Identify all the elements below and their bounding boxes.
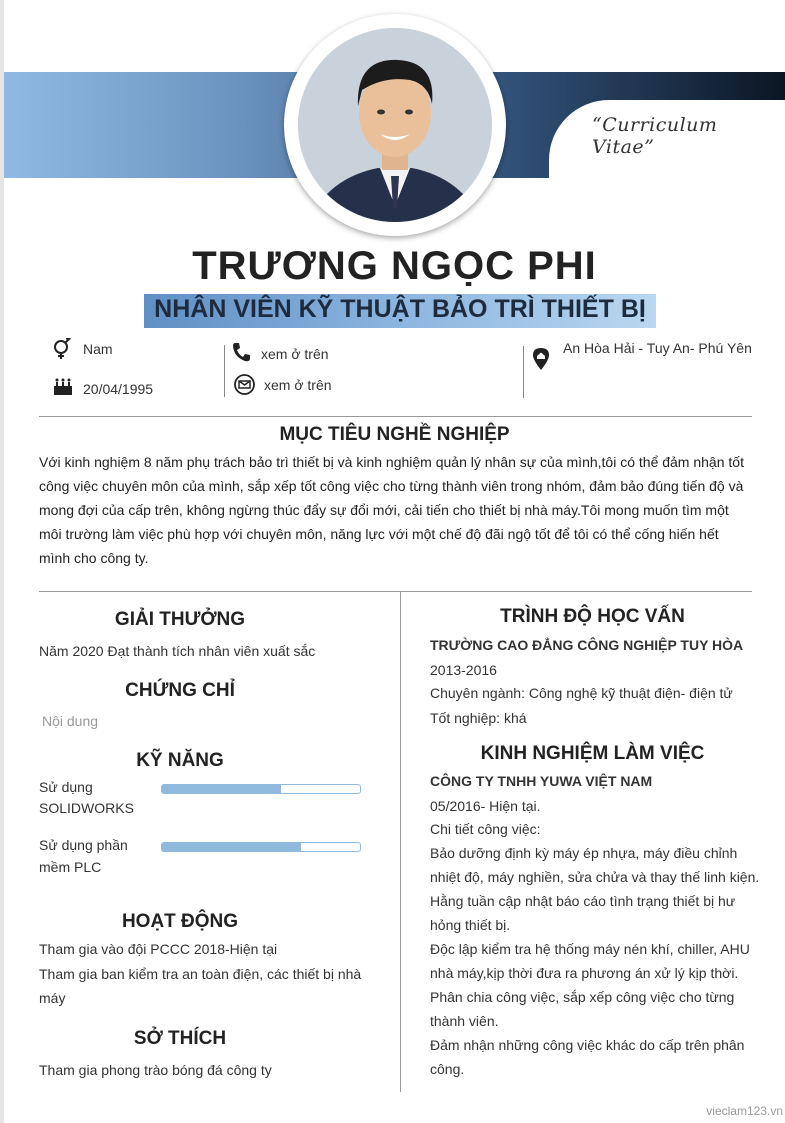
skill-2-label-line1: Sử dụng phần — [39, 837, 128, 853]
cv-page — [4, 0, 785, 1123]
experience-detail-label: Chi tiết công việc: — [430, 821, 541, 837]
watermark: vieclam123.vn — [706, 1104, 783, 1118]
activities-line-1: Tham gia vào đội PCCC 2018-Hiện tại — [39, 941, 278, 957]
skill-1-bar — [161, 784, 361, 794]
education-grade: Tốt nghiệp: khá — [430, 710, 527, 726]
certificates-placeholder: Nội dung — [42, 713, 99, 729]
gender-value: Nam — [83, 341, 113, 357]
info-divider-2 — [523, 346, 524, 398]
experience-company: CÔNG TY TNHH YUWA VIỆT NAM — [430, 773, 653, 789]
experience-line-4: hỏng thiết bị. — [430, 917, 511, 933]
objective-text: Với kinh nghiệm 8 năm phụ trách bảo trì thiết bị và kinh nghiệm quản lý nhân sự của mình,tôi có thể đảm nhận tốt công việc chuyên môn của mình, sắp xếp tốt công việc cho từng thành viên trong nhóm, đảm bảo đúng tiến độ và mong đợi của cấp trên, không ngừng thúc đẩy sự đổi mới, cải tiến cho thiết bị nhà máy.Tôi mong muốn tìm một môi trường làm việc phù hợp với chuyên môn, năng lực với một chế độ đãi ngộ tốt để tôi có thể cống hiến hết mình cho công ty. — [39, 454, 744, 566]
cv-label: “Curriculum Vitae” — [592, 114, 718, 158]
certificates-title: CHỨNG CHỈ — [125, 680, 235, 701]
gender-icon — [52, 338, 72, 360]
objective-title: MỤC TIÊU NGHỀ NGHIỆP — [279, 424, 510, 445]
location-pin-icon — [532, 347, 550, 371]
experience-line-1: Bảo dưỡng định kỳ máy ép nhựa, máy điều chỉnh — [430, 845, 738, 861]
divider-middle — [39, 591, 752, 592]
info-divider-1 — [224, 345, 225, 397]
experience-title: KINH NGHIỆM LÀM VIỆC — [480, 743, 705, 764]
activities-title: HOẠT ĐỘNG — [121, 911, 239, 932]
job-title: NHÂN VIÊN KỸ THUẬT BẢO TRÌ THIẾT BỊ — [154, 295, 646, 323]
hobbies-item: Tham gia phong trào bóng đá công ty — [39, 1062, 272, 1078]
phone-icon — [232, 342, 250, 362]
divider-top — [39, 416, 752, 417]
education-major: Chuyên ngành: Công nghệ kỹ thuật điện- điện tử — [430, 685, 733, 701]
activities-line-3: máy — [39, 990, 66, 1006]
experience-line-8: thành viên. — [430, 1013, 499, 1029]
awards-title: GIẢI THƯỞNG — [114, 609, 246, 630]
candidate-name: TRƯƠNG NGỌC PHI — [192, 244, 597, 288]
email-icon — [234, 374, 255, 395]
skill-2-bar — [161, 842, 361, 852]
column-divider — [400, 592, 401, 1092]
experience-line-5: Độc lập kiểm tra hệ thống máy nén khí, chiller, AHU — [430, 941, 750, 957]
person-illustration — [298, 28, 492, 222]
education-title: TRÌNH ĐỘ HỌC VẤN — [500, 606, 685, 627]
skill-1-bar-fill — [162, 785, 281, 793]
experience-line-10: công. — [430, 1061, 465, 1077]
awards-item: Năm 2020 Đạt thành tích nhân viên xuất sắc — [39, 643, 316, 659]
email-value: xem ở trên — [264, 377, 332, 393]
experience-line-9: Đảm nhận những công việc khác do cấp trên phân — [430, 1037, 745, 1053]
activities-line-2: Tham gia ban kiểm tra an toàn điện, các thiết bị nhà — [39, 966, 362, 982]
education-school: TRƯỜNG CAO ĐẲNG CÔNG NGHIỆP TUY HÒA — [430, 637, 744, 653]
profile-photo — [298, 28, 492, 222]
skill-2-label-line2: mềm PLC — [39, 859, 102, 875]
address-value: An Hòa Hải - Tuy An- Phú Yên — [563, 340, 752, 356]
experience-line-6: nhà máy,kịp thời đưa ra phương án xử lý kịp thời. — [430, 965, 739, 981]
skill-2-bar-fill — [162, 843, 301, 851]
experience-line-2: nhiệt độ, máy nghiền, sửa chửa và thay thế linh kiện. — [430, 869, 760, 885]
experience-line-7: Phân chia công việc, sắp xếp công việc cho từng — [430, 989, 735, 1005]
birthday-cake-icon — [53, 376, 73, 396]
education-years: 2013-2016 — [430, 662, 497, 678]
skill-1-label-line2: SOLIDWORKS — [39, 800, 134, 816]
experience-period: 05/2016- Hiện tại. — [430, 798, 541, 814]
phone-value: xem ở trên — [261, 346, 329, 362]
hobbies-title: SỞ THÍCH — [133, 1028, 227, 1049]
birthday-value: 20/04/1995 — [83, 381, 154, 397]
experience-line-3: Hằng tuần cập nhật báo cáo tình trạng thiết bị hư — [430, 893, 736, 909]
skills-title: KỸ NĂNG — [136, 750, 224, 771]
skill-1-label-line1: Sử dụng — [39, 779, 93, 795]
